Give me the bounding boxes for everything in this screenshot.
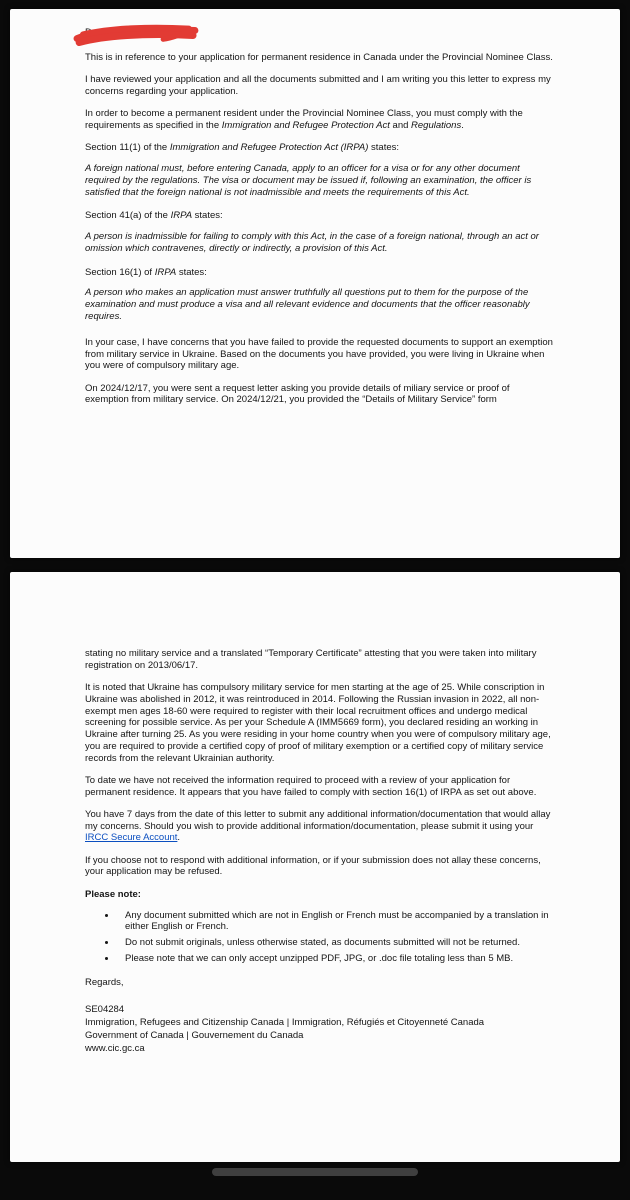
s11-post: states: [368,142,400,154]
act-title-italic: Immigration and Refugee Protection Act [221,120,390,132]
paragraph-stating: stating no military service and a translated “Temporary Certificate” attesting that you were taken into military registration on 2013/06/17. [85,648,537,671]
section-11-quote: A foreign national must, before entering Canada, apply to an officer for a visa or for any other document required by the regulations. The visa or document may be issued if, following an examination, the officer is satisfied that the foreign national is not inadmissible and meets the requirements of this Act. [85,163,532,198]
paragraph-noted: It is noted that Ukraine has compulsory military service for men starting at the age of 25. While conscription in Ukraine was abolished in 2012, it was reintroduced in 2014. Following the Russian invasion in 2022, all non-exempt men ages 18-60 were required to register with their local recruitment offices and undergo medical screening for possible service. As per your Schedule A (IMM5669 form), you declared residing an working in Ukraine after turning 25. As you were residing in your home country when you were of compulsory military age, you are required to provide a certified copy of proof of military exemption or a certified copy of military service records from the relevant Ukrainian authority. [85,682,551,764]
s41-pre: Section 41(a) of the [85,210,171,222]
regulations-italic: Regulations [411,120,462,132]
section-16-heading [85,267,554,279]
section-16-quote: A person who makes an application must answer truthfully all questions put to them for the purpose of the examination and must produce a visa and all relevant evidence and documents that the officer reasonably requires. [85,287,530,322]
letter-body-page-2 [10,572,620,1056]
home-indicator[interactable] [212,1168,418,1176]
section-41-heading [85,210,554,222]
paragraph-to-date: To date we have not received the information required to proceed with a review of your application for permanent residence. It appears that you have failed to comply with section 16(1) of IRPA as set out above. [85,774,537,798]
paragraph-refused: If you choose not to respond with additional information, or if your submission does not allay these concerns, your application may be refused. [85,854,541,878]
paragraph-request-letter: On 2024/12/17, you were sent a request letter asking you provide details of miliary service or proof of exemption from military service. On 2024/12/21, you provided the “Details of Military Service” form [85,382,510,406]
salutation-line [85,27,554,41]
paragraph-reference: This is in reference to your application for permanent residence in Canada under the Provincial Nominee Class. [85,52,553,63]
bullet-item-translation: • Any document submitted which are not in English or French must be accompanied by a translation in either English or French. [117,910,554,934]
seven-days-end: . [177,832,181,844]
s16-act-italic: IRPA [154,266,177,278]
s41-act-italic: IRPA [170,210,193,222]
s16-post: states: [176,266,207,278]
signature-department: Immigration, Refugees and Citizenship Canada | Immigration, Réfugiés et Citoyenneté Canada [85,1017,485,1029]
seven-days-text: You have 7 days from the date of this letter to submit any additional information/documentation that would allay my concerns. Should you wish to provide additional information/documentation, please submit it using your [85,808,551,832]
comply-text: In order to become a permanent resident under the Provincial Nominee Class, you must comply with the requirements as specified in the [85,108,523,132]
paragraph-seven-days [85,809,554,844]
comply-end: . [461,120,464,132]
paragraph-reviewed: I have reviewed your application and all the documents submitted and I am writing you this letter to express my concerns regarding your application. [85,74,551,98]
please-note-heading: Please note: [85,888,141,900]
bullet-item-originals: • Do not submit originals, unless otherwise stated, as documents submitted will not be returned. [117,937,554,949]
section-11-heading [85,142,554,154]
note-list [85,910,554,965]
ircc-secure-account-link[interactable]: IRCC Secure Account [85,832,178,844]
signature-website: www.cic.gc.ca [85,1042,145,1054]
letter-body-page-1 [10,9,620,406]
signature-government: Government of Canada | Gouvernement du Canada [85,1029,304,1041]
s11-act-italic: Immigration and Refugee Protection Act (IRPA) [169,142,369,154]
s11-pre: Section 11(1) of the [85,142,170,154]
letter-page-1 [10,9,620,558]
signature-block [85,1004,554,1055]
section-41-quote: A person is inadmissible for failing to comply with this Act, in the case of a foreign national, through an act or omission which contravenes, directly or indirectly, a provision of this Act. [85,231,539,254]
redaction-scribble [73,21,202,48]
letter-page-2 [10,572,620,1162]
closing-regards: Regards, [85,976,124,988]
s16-pre: Section 16(1) of [85,266,155,278]
comply-mid: and [389,120,412,132]
s41-post: states: [192,210,223,222]
bullet-item-filesize: • Please note that we can only accept unzipped PDF, JPG, or .doc file totaling less than 5 MB. [117,953,554,965]
salutation-text: Dear Y [85,27,115,38]
signature-officer-code: SE04284 [85,1004,125,1016]
paragraph-comply [85,108,554,132]
paragraph-concerns: In your case, I have concerns that you have failed to provide the requested documents to support an exemption from military service in Ukraine. Based on the documents you have provided, you were living in Ukraine when you were of compulsory military age. [85,336,553,372]
